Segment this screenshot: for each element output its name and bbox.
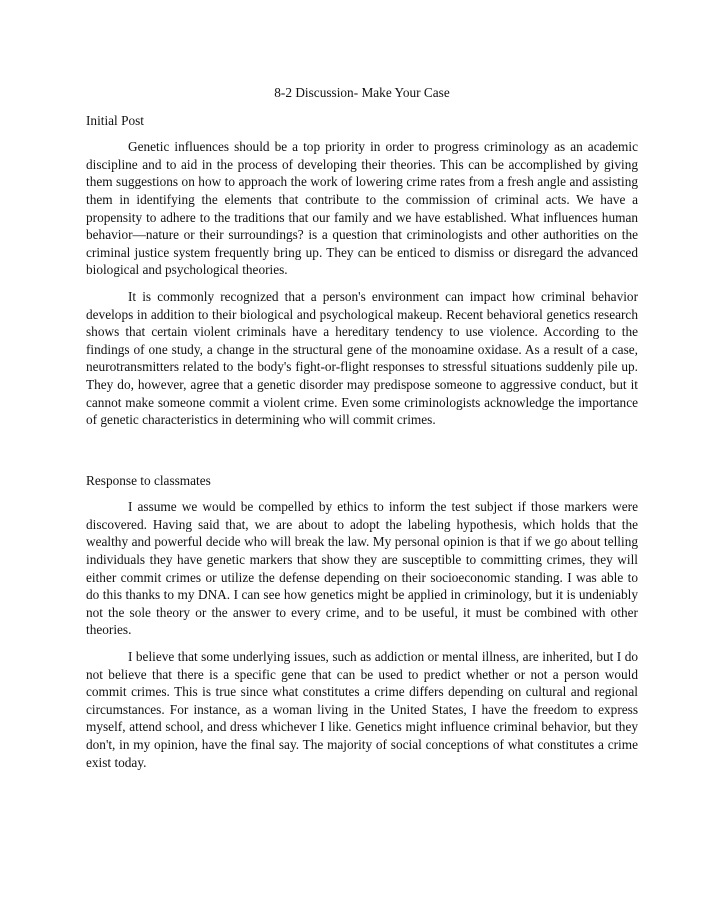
document-title: 8-2 Discussion- Make Your Case (274, 85, 450, 100)
response-paragraph-1: I assume we would be compelled by ethics to inform the test subject if those markers were discovered. Having said that, we are about to adopt the labeling hypothesis, which holds that the wealthy and powerful decide who will break the law. My personal opinion is that if we go about telling individuals they have genetic markers that show they are susceptible to committing crimes, they will either commit crimes or utilize the defense depending on their socioeconomic standing. I was able to do this thanks to my DNA. I can see how genetics might be applied in criminology, but it is undeniably not the sole theory or the answer to every crime, and to be useful, it must be combined with other theories. (86, 499, 638, 638)
initial-post-paragraph-2: It is commonly recognized that a person's environment can impact how criminal behavior develops in addition to their biological and psychological makeup. Recent behavioral genetics research shows that certain violent criminals have a hereditary tendency to use violence. According to the findings of one study, a change in the structural gene of the monoamine oxidase. As a result of a case, neurotransmitters related to the body's fight-or-flight responses to stressful situations suddenly pile up. They do, however, agree that a genetic disorder may predispose someone to aggressive conduct, but it cannot make someone commit a violent crime. Even some criminologists acknowledge the importance of genetic characteristics in determining who will commit crimes. (86, 288, 638, 428)
document-page (86, 84, 638, 780)
initial-post-paragraph-1: Genetic influences should be a top priority in order to progress criminology as an academic discipline and to aid in the process of developing their theories. This can be accomplished by giving them suggestions on how to approach the work of lowering crime rates from a fresh angle and assisting them in identifying the elements that contribute to the commission of criminal acts. We have a propensity to adhere to the traditions that our family and we have established. What influences human behavior—nature or their surroundings? is a question that criminologists and other authorities on the criminal justice system frequently bring up. They can be enticed to dismiss or disregard the advanced biological and psychological theories. (86, 139, 638, 278)
response-paragraph-2: I believe that some underlying issues, such as addiction or mental illness, are inherited, but I do not believe that there is a specific gene that can be used to predict whether or not a person would commit crimes. This is true since what constitutes a crime differs depending on cultural and regional circumstances. For instance, as a woman living in the United States, I have the freedom to express myself, attend school, and dress whichever I like. Genetics might influence criminal behavior, but they don't, in my opinion, have the final say. The majority of social conceptions of what constitutes a crime exist today. (86, 649, 638, 770)
section-heading-initial-post: Initial Post (86, 112, 144, 128)
section-heading-response: Response to classmates (86, 472, 211, 488)
section-spacer (86, 438, 638, 472)
